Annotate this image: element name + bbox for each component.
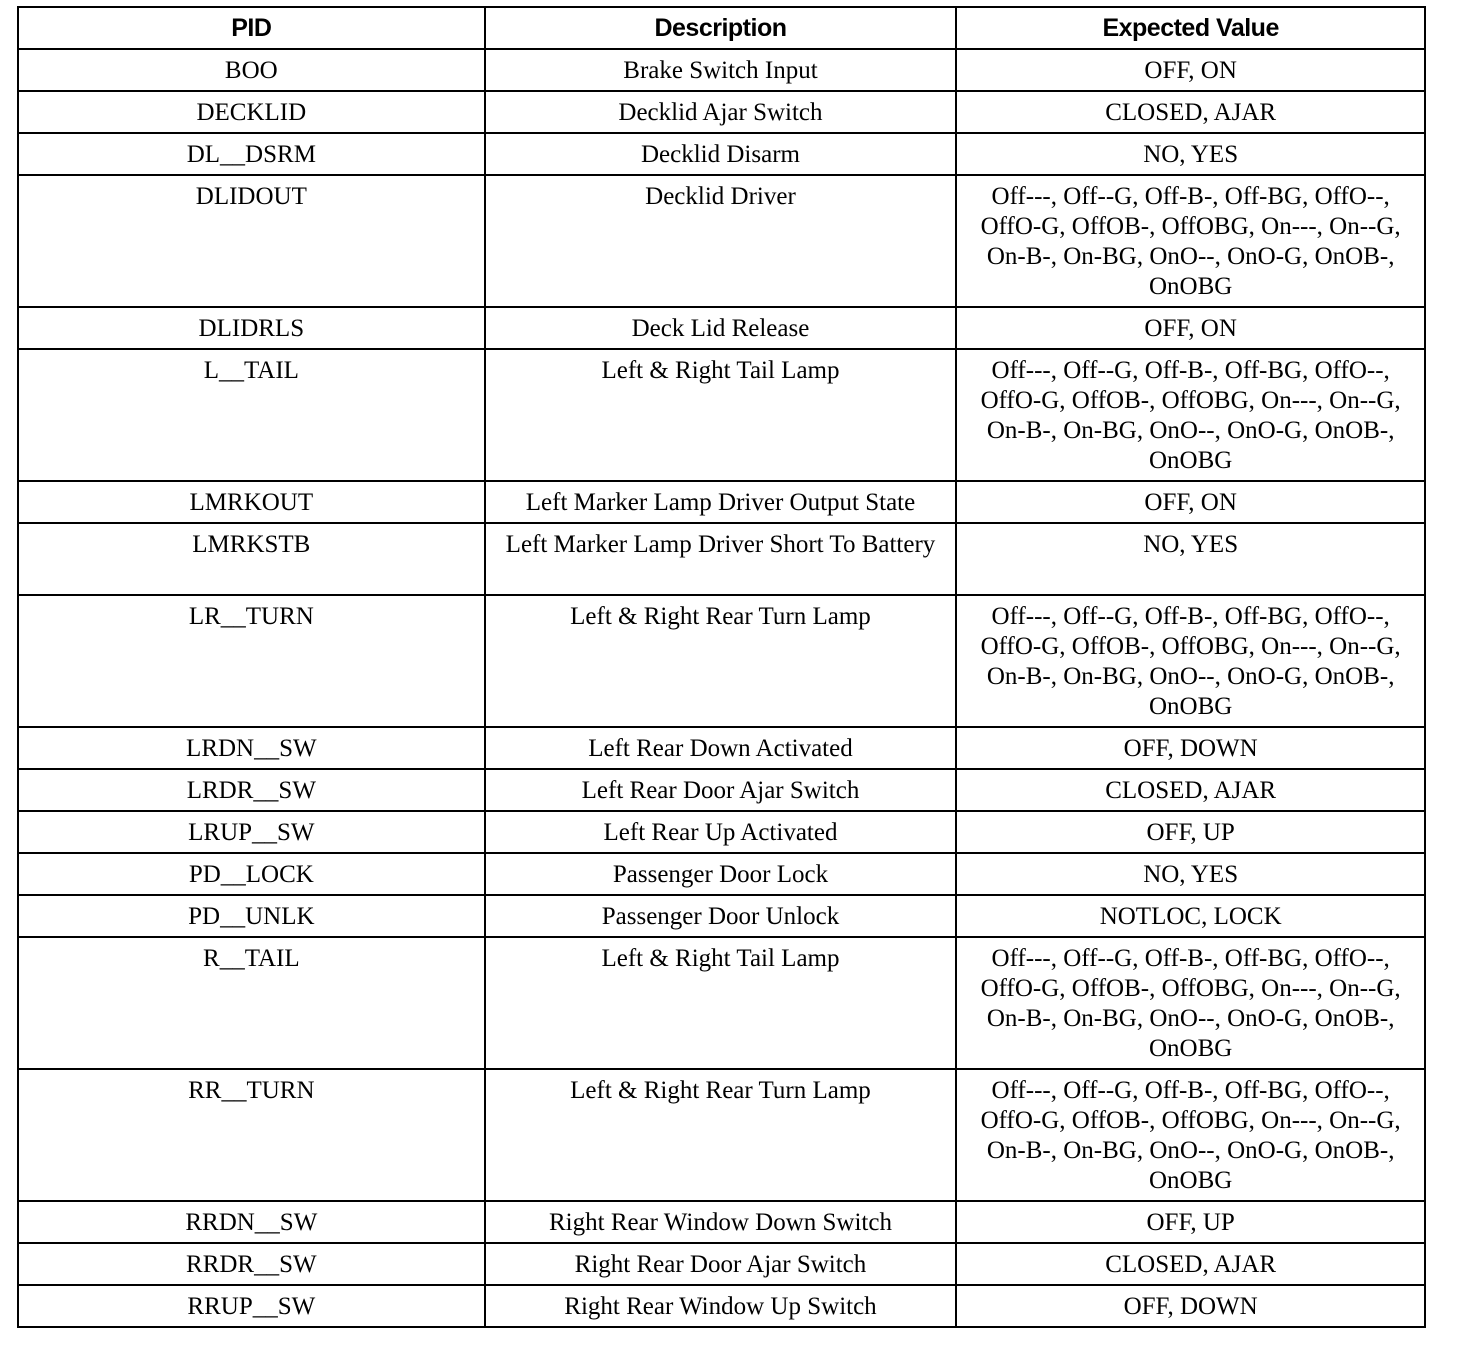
cell-description: Decklid Driver bbox=[485, 175, 957, 307]
cell-description: Left Marker Lamp Driver Output State bbox=[485, 481, 957, 523]
header-row bbox=[18, 7, 1425, 49]
cell-description: Decklid Ajar Switch bbox=[485, 91, 957, 133]
cell-expected-value: NO, YES bbox=[956, 523, 1425, 595]
table-row bbox=[18, 853, 1425, 895]
cell-pid: DL__DSRM bbox=[18, 133, 485, 175]
cell-pid: DLIDRLS bbox=[18, 307, 485, 349]
table-row bbox=[18, 811, 1425, 853]
cell-pid: RRUP__SW bbox=[18, 1285, 485, 1327]
cell-description: Left Rear Up Activated bbox=[485, 811, 957, 853]
table-row bbox=[18, 481, 1425, 523]
cell-expected-value: Off---, Off--G, Off-B-, Off-BG, OffO--, OffO-G, OffOB-, OffOBG, On---, On--G, On-B-, On-BG, OnO--, OnO-G, OnOB-, OnOBG bbox=[956, 1069, 1425, 1201]
cell-expected-value: OFF, DOWN bbox=[956, 1285, 1425, 1327]
cell-pid: DLIDOUT bbox=[18, 175, 485, 307]
cell-description: Decklid Disarm bbox=[485, 133, 957, 175]
cell-pid: LRDN__SW bbox=[18, 727, 485, 769]
cell-description: Deck Lid Release bbox=[485, 307, 957, 349]
cell-pid: LRUP__SW bbox=[18, 811, 485, 853]
cell-pid: PD__UNLK bbox=[18, 895, 485, 937]
cell-pid: BOO bbox=[18, 49, 485, 91]
table-row bbox=[18, 49, 1425, 91]
cell-expected-value: NO, YES bbox=[956, 133, 1425, 175]
cell-description: Passenger Door Lock bbox=[485, 853, 957, 895]
table-row bbox=[18, 1069, 1425, 1201]
cell-pid: DECKLID bbox=[18, 91, 485, 133]
cell-pid: RRDR__SW bbox=[18, 1243, 485, 1285]
table-row bbox=[18, 349, 1425, 481]
cell-pid: LMRKOUT bbox=[18, 481, 485, 523]
cell-description: Right Rear Door Ajar Switch bbox=[485, 1243, 957, 1285]
cell-expected-value: Off---, Off--G, Off-B-, Off-BG, OffO--, OffO-G, OffOB-, OffOBG, On---, On--G, On-B-, On-BG, OnO--, OnO-G, OnOB-, OnOBG bbox=[956, 175, 1425, 307]
cell-description: Passenger Door Unlock bbox=[485, 895, 957, 937]
cell-description: Left & Right Tail Lamp bbox=[485, 937, 957, 1069]
cell-description: Right Rear Window Down Switch bbox=[485, 1201, 957, 1243]
cell-expected-value: OFF, ON bbox=[956, 49, 1425, 91]
header-pid: PID bbox=[18, 7, 485, 49]
cell-expected-value: CLOSED, AJAR bbox=[956, 1243, 1425, 1285]
cell-pid: LR__TURN bbox=[18, 595, 485, 727]
cell-pid: RRDN__SW bbox=[18, 1201, 485, 1243]
cell-expected-value: OFF, ON bbox=[956, 481, 1425, 523]
table-row bbox=[18, 1285, 1425, 1327]
cell-expected-value: OFF, ON bbox=[956, 307, 1425, 349]
cell-expected-value: NO, YES bbox=[956, 853, 1425, 895]
cell-expected-value: CLOSED, AJAR bbox=[956, 91, 1425, 133]
cell-description: Left Rear Door Ajar Switch bbox=[485, 769, 957, 811]
header-expected-value: Expected Value bbox=[956, 7, 1425, 49]
cell-expected-value: OFF, UP bbox=[956, 1201, 1425, 1243]
cell-description: Left & Right Rear Turn Lamp bbox=[485, 1069, 957, 1201]
cell-description: Left Rear Down Activated bbox=[485, 727, 957, 769]
cell-description: Right Rear Window Up Switch bbox=[485, 1285, 957, 1327]
cell-description: Brake Switch Input bbox=[485, 49, 957, 91]
table-row bbox=[18, 91, 1425, 133]
header-description: Description bbox=[485, 7, 957, 49]
cell-description: Left & Right Tail Lamp bbox=[485, 349, 957, 481]
cell-expected-value: Off---, Off--G, Off-B-, Off-BG, OffO--, OffO-G, OffOB-, OffOBG, On---, On--G, On-B-, On-BG, OnO--, OnO-G, OnOB-, OnOBG bbox=[956, 349, 1425, 481]
table-row bbox=[18, 895, 1425, 937]
table-row bbox=[18, 1201, 1425, 1243]
cell-expected-value: CLOSED, AJAR bbox=[956, 769, 1425, 811]
cell-pid: R__TAIL bbox=[18, 937, 485, 1069]
table-row bbox=[18, 595, 1425, 727]
table-row bbox=[18, 937, 1425, 1069]
cell-description: Left & Right Rear Turn Lamp bbox=[485, 595, 957, 727]
table-row bbox=[18, 307, 1425, 349]
cell-expected-value: OFF, DOWN bbox=[956, 727, 1425, 769]
cell-expected-value: Off---, Off--G, Off-B-, Off-BG, OffO--, OffO-G, OffOB-, OffOBG, On---, On--G, On-B-, On-BG, OnO--, OnO-G, OnOB-, OnOBG bbox=[956, 937, 1425, 1069]
table-row bbox=[18, 1243, 1425, 1285]
cell-expected-value: NOTLOC, LOCK bbox=[956, 895, 1425, 937]
cell-pid: PD__LOCK bbox=[18, 853, 485, 895]
table-row bbox=[18, 175, 1425, 307]
table-row bbox=[18, 133, 1425, 175]
table-body bbox=[18, 49, 1425, 1327]
table-row bbox=[18, 769, 1425, 811]
pid-table bbox=[17, 6, 1426, 1328]
cell-pid: LRDR__SW bbox=[18, 769, 485, 811]
table-header bbox=[18, 7, 1425, 49]
cell-expected-value: OFF, UP bbox=[956, 811, 1425, 853]
cell-description: Left Marker Lamp Driver Short To Battery bbox=[485, 523, 957, 595]
table-row bbox=[18, 727, 1425, 769]
cell-pid: RR__TURN bbox=[18, 1069, 485, 1201]
cell-pid: LMRKSTB bbox=[18, 523, 485, 595]
cell-expected-value: Off---, Off--G, Off-B-, Off-BG, OffO--, OffO-G, OffOB-, OffOBG, On---, On--G, On-B-, On-BG, OnO--, OnO-G, OnOB-, OnOBG bbox=[956, 595, 1425, 727]
cell-pid: L__TAIL bbox=[18, 349, 485, 481]
table-row bbox=[18, 523, 1425, 595]
